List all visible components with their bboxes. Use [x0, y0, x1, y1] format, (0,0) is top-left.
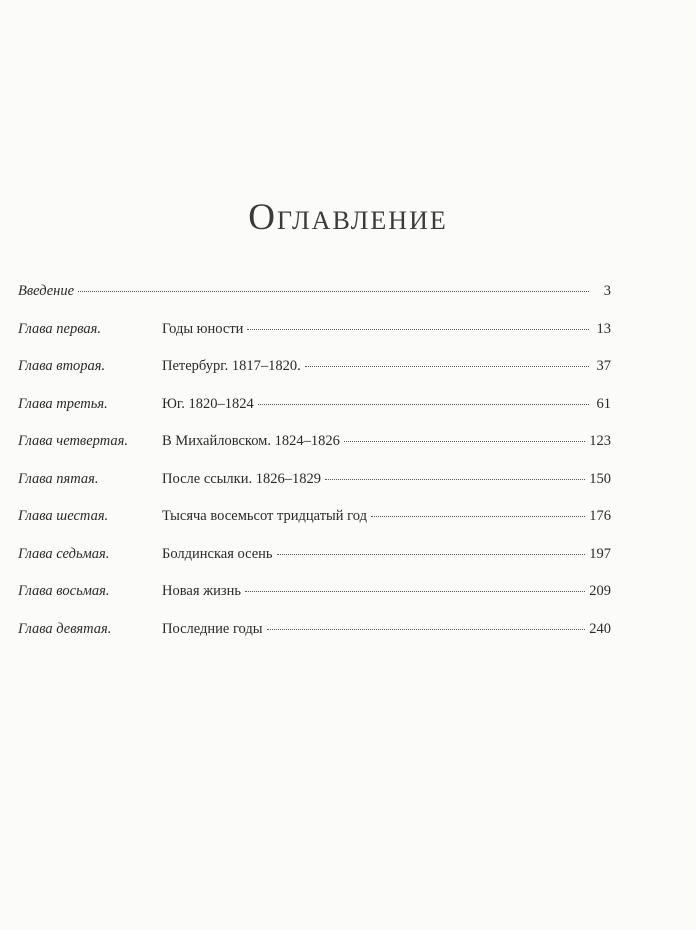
toc-row-chapter-3[interactable]	[18, 396, 611, 434]
chapter-label: Глава третья.	[18, 395, 108, 412]
dot-leader	[267, 629, 586, 630]
chapter-title: Болдинская осень	[162, 545, 273, 562]
dot-leader	[247, 329, 589, 330]
dot-leader	[78, 291, 589, 292]
dot-leader	[305, 366, 589, 367]
page-number: 240	[589, 620, 611, 637]
chapter-label: Глава первая.	[18, 320, 102, 337]
page-number: 13	[596, 320, 611, 337]
chapter-label: Глава вторая.	[18, 358, 106, 374]
toc-row-chapter-6[interactable]	[18, 508, 611, 546]
toc-row-chapter-8[interactable]	[18, 583, 611, 621]
toc-row-chapter-7[interactable]	[18, 546, 611, 584]
dot-leader	[277, 554, 586, 555]
toc-row-chapter-4[interactable]	[18, 433, 611, 471]
intro-label: Введение	[18, 283, 75, 299]
toc-row-chapter-2[interactable]	[18, 358, 611, 396]
chapter-label: Глава шестая.	[18, 508, 109, 524]
chapter-title: Новая жизнь	[162, 583, 241, 599]
page-number: 3	[603, 283, 611, 299]
page-number: 61	[596, 395, 611, 412]
chapter-label: Глава седьмая.	[18, 545, 110, 562]
page-number: 150	[589, 470, 611, 487]
dot-leader	[245, 591, 585, 592]
chapter-title: Петербург. 1817–1820.	[162, 358, 301, 374]
toc-row-chapter-9[interactable]	[18, 621, 611, 659]
chapter-title: Тысяча восемьсот тридцатый год	[162, 508, 367, 524]
page-number: 176	[589, 508, 611, 524]
dot-leader	[344, 441, 585, 442]
page-number: 37	[596, 358, 611, 374]
dot-leader	[371, 516, 585, 517]
chapter-label: Глава восьмая.	[18, 583, 110, 599]
chapter-label: Глава девятая.	[18, 620, 112, 637]
chapter-title: Юг. 1820–1824	[162, 395, 254, 412]
page-number: 123	[589, 433, 611, 449]
page-number: 197	[589, 545, 611, 562]
table-of-contents	[18, 283, 611, 658]
chapter-title: Годы юности	[162, 320, 244, 337]
dot-leader	[325, 479, 585, 480]
toc-row-chapter-5[interactable]	[18, 471, 611, 509]
chapter-title: Последние годы	[162, 620, 263, 637]
dot-leader	[258, 404, 589, 405]
chapter-label: Глава пятая.	[18, 470, 99, 487]
chapter-title: В Михайловском. 1824–1826	[162, 433, 340, 449]
page-number: 209	[589, 583, 611, 599]
chapter-title: После ссылки. 1826–1829	[162, 470, 321, 487]
page-title: Оглавление	[248, 197, 448, 238]
chapter-label: Глава четвертая.	[18, 433, 128, 449]
toc-row-intro[interactable]	[18, 283, 611, 321]
toc-row-chapter-1[interactable]	[18, 321, 611, 359]
